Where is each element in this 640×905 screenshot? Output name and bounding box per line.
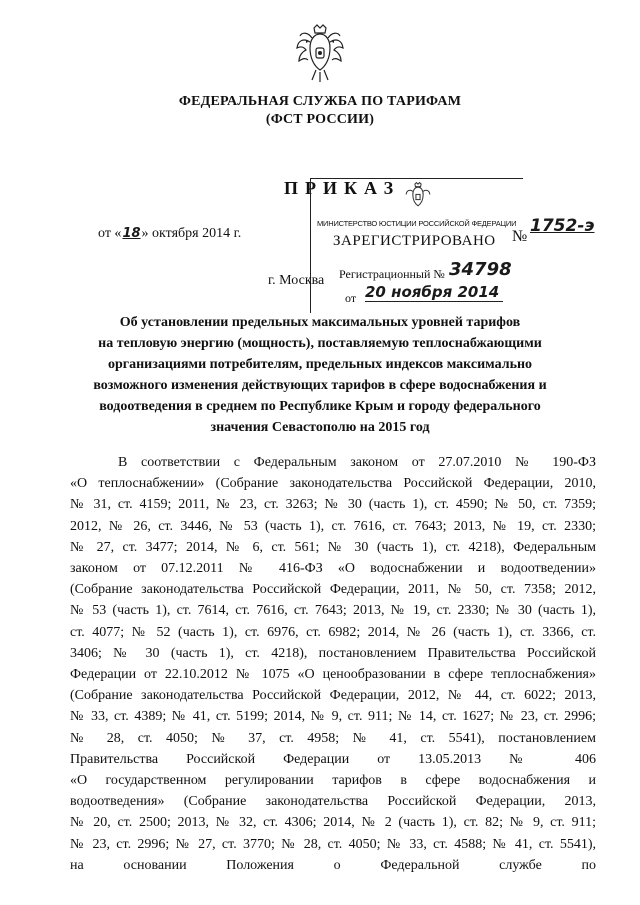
stamp-emblem-icon (405, 181, 431, 213)
body-line: 3406; № 30 (часть 1), ст. 4218), постановлением Правительства Российской (70, 645, 596, 661)
subject-line: значения Севастополю на 2015 год (210, 420, 430, 435)
stamp-regnum-label: Регистрационный № (339, 267, 445, 281)
body-line: (Собрание законодательства Российской Федерации, 2012, № 44, ст. 6022; 2013, (70, 688, 596, 704)
order-number: 1752-э (530, 216, 595, 236)
order-number-sign: № (512, 228, 528, 245)
order-body (70, 452, 596, 876)
agency-name: ФЕДЕРАЛЬНАЯ СЛУЖБА ПО ТАРИФАМ (178, 94, 462, 109)
body-line: № 31, ст. 4159; 2011, № 23, ст. 3263; № 30 (часть 1), ст. 4590; № 50, ст. 7359; (70, 497, 596, 513)
body-line: водоотведения» (Собрание законодательства Российской Федерации, 2013, (70, 794, 596, 810)
order-city: г. Москва (268, 273, 325, 288)
stamp-registered-label: ЗАРЕГИСТРИРОВАНО (333, 233, 496, 249)
stamp-date-label: от (345, 291, 357, 305)
stamp-ministry-name: МИНИСТЕРСТВО ЮСТИЦИИ РОССИЙСКОЙ ФЕДЕРАЦИИ (317, 219, 517, 228)
stamp-date-value: 20 ноября 2014 (365, 283, 503, 302)
body-line: законом от 07.12.2011 № 416-ФЗ «О водоснабжении и водоотведении» (70, 561, 596, 577)
subject-line: на тепловую энергию (мощность), поставляемую теплоснабжающими (98, 336, 542, 351)
subject-line: Об установлении предельных максимальных уровней тарифов (119, 315, 521, 330)
body-line: № 33, ст. 4389; № 41, ст. 5199; 2014, № 9, ст. 911; № 14, ст. 1627; № 23, ст. 2996; (70, 709, 596, 725)
order-date-suffix: » октября 2014 г. (141, 226, 242, 241)
order-subject (80, 312, 560, 438)
body-line: Правительства Российской Федерации от 13.05.2013 № 406 (70, 751, 596, 767)
registration-stamp (310, 178, 523, 313)
body-line: № 53 (часть 1), ст. 7614, ст. 7616, ст. 7643; 2013, № 19, ст. 2330; № 30 (часть 1), (70, 603, 596, 619)
order-title: ПРИКАЗ (284, 178, 401, 198)
body-line: ст. 4077; № 52 (часть 1), ст. 6976, ст. 6982; 2014, № 26 (часть 1), ст. 3366, ст. (70, 624, 596, 640)
agency-abbreviation: (ФСТ РОССИИ) (265, 112, 375, 127)
body-line: (Собрание законодательства Российской Федерации, 2011, № 50, ст. 7358; 2012, (70, 582, 596, 598)
body-line: «О государственном регулировании тарифов в сфере водоснабжения и (70, 773, 596, 789)
body-line: «О теплоснабжении» (Собрание законодательства Российской Федерации, 2010, (70, 476, 596, 492)
body-line: № 20, ст. 2500; 2013, № 32, ст. 4306; 2014, № 2 (часть 1), ст. 82; № 9, ст. 911; (70, 815, 596, 831)
body-line: Федерации от 22.10.2012 № 1075 «О ценообразовании в сфере теплоснабжения» (70, 667, 596, 683)
order-date-prefix: от « (98, 226, 122, 241)
subject-line: организациями потребителям, предельных индексов максимально (107, 357, 533, 372)
subject-line: возможного изменения действующих тарифов в сфере водоснабжения и (93, 378, 547, 393)
body-line: № 23, ст. 2996; № 27, ст. 3770; № 28, ст. 4050; № 33, ст. 4588; № 41, ст. 5541), (70, 836, 596, 852)
body-line: на основании Положения о Федеральной службе по (70, 857, 596, 873)
subject-line: водоотведения в среднем по Республике Крым и городу федерального (99, 399, 541, 414)
order-date-day: 18 (122, 226, 141, 241)
body-line: № 27, ст. 3477; 2014, № 6, ст. 561; № 30 (часть 1), ст. 4218), Федеральным (70, 539, 596, 555)
body-line: 2012, № 26, ст. 3446, № 53 (часть 1), ст. 7616, ст. 7643; 2013, № 19, ст. 2330; (70, 518, 596, 534)
stamp-regnum-value: 34798 (449, 259, 512, 280)
body-line: В соответствии с Федеральным законом от 27.07.2010 № 190-ФЗ (118, 455, 596, 470)
coat-of-arms-emblem (296, 22, 344, 84)
order-date (98, 226, 241, 242)
body-line: № 28, ст. 4050; № 37, ст. 4958; № 41, ст. 5541), постановлением (70, 730, 596, 746)
